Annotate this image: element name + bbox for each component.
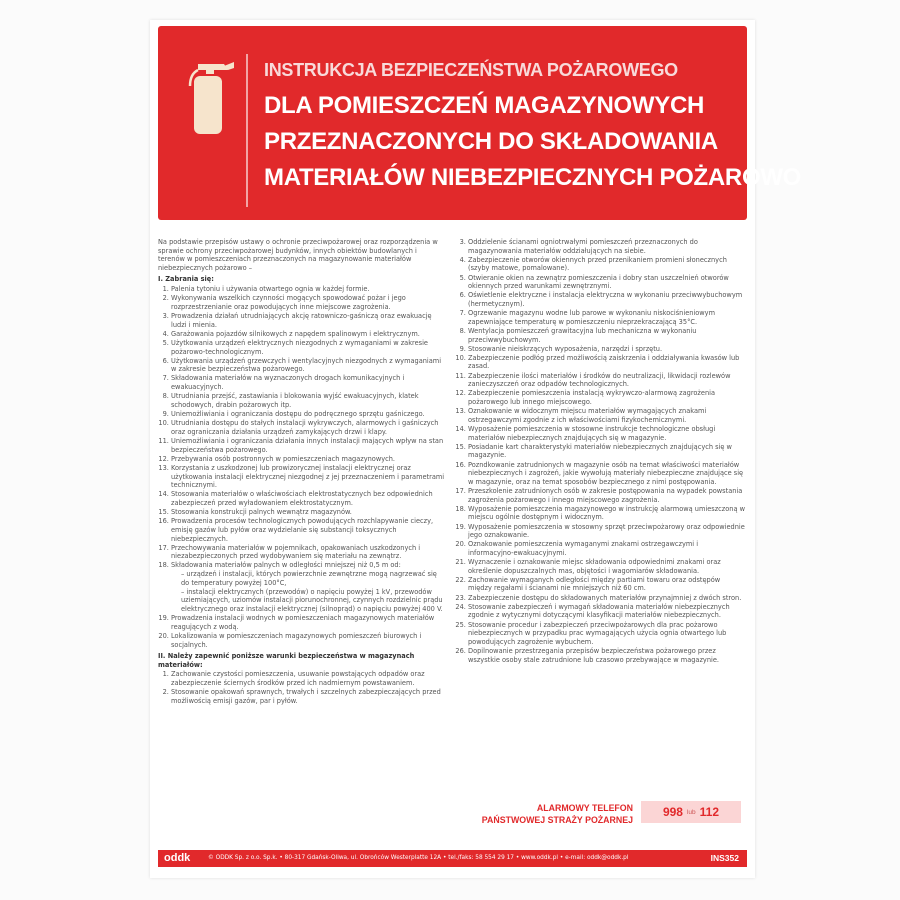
section-1-list xyxy=(158,285,445,649)
list-item: 12. Zabezpieczenie pomieszczenia instalacją wykrywczo-alarmową zagrożenia pożarowego lub innego miejscowego. xyxy=(468,389,745,406)
section-2-title: II. Należy zapewnić poniższe warunki bezpieczeństwa w magazynach materiałów: xyxy=(158,652,415,669)
list-item: 11. Zabezpieczenie ilości materiałów i środków do neutralizacji, likwidacji rozlewów zanieczyszczeń oraz odpadów technologicznych. xyxy=(468,372,745,389)
alarm-phone-numbers xyxy=(641,801,741,823)
phone-separator: lub xyxy=(686,808,696,816)
list-item: 19. Prowadzenia instalacji wodnych w pomieszczeniach magazynowych materiałów reagujących z wodą. xyxy=(171,614,445,631)
list-item: 16. Pozndkowanie zatrudnionych w magazynie osób na temat właściwości materiałów niebezpiecznych i zagrożeń, jakie wywołują materiały niebezpieczne znajdujące się w magazynie, oraz na temat sposobów bezpiecznego z nimi postępowania. xyxy=(468,461,745,487)
list-item: 12. Przebywania osób postronnych w pomieszczeniach magazynowych. xyxy=(171,455,445,464)
list-item: 7. Ogrzewanie magazynu wodne lub parowe w wykonaniu niskociśnieniowym zapewniające temperaturę w pomieszczeniu nieprzekraczającą 35°C. xyxy=(468,309,745,326)
alarm-phone-block xyxy=(455,797,745,831)
list-item: 14. Stosowania materiałów o właściwościach elektrostatycznych bez odpowiednich zabezpieczeń przed wyładowaniem elektrostatycznym. xyxy=(171,490,445,507)
list-item: 4. Zabezpieczenie otworów okiennych przed przenikaniem promieni słonecznych (szyby matowe, pomalowane). xyxy=(468,256,745,273)
list-item xyxy=(171,561,445,613)
list-item: 6. Użytkowania urządzeń grzewczych i wentylacyjnych niezgodnych z wymaganiami w zakresie bezpieczeństwa pożarowego. xyxy=(171,357,445,374)
fire-extinguisher-icon xyxy=(184,56,236,136)
list-item: 21. Wyznaczenie i oznakowanie miejsc składowania odpowiednimi znakami oraz określenie dopuszczalnych mas, objętości i wagomiarów składowania. xyxy=(468,558,745,575)
alarm-label-line-1: ALARMOWY TELEFON xyxy=(536,803,633,813)
title-line-1: INSTRUKCJA BEZPIECZEŃSTWA POŻAROWEGO xyxy=(264,60,678,80)
list-item: 7. Składowania materiałów na wyznaczonych drogach komunikacyjnych i ewakuacyjnych. xyxy=(171,374,445,391)
sub-list-item: – instalacji elektrycznych (przewodów) o napięciu powyżej 1 kV, przewodów uziemiających, uziomów instalacji piorunochronnej, czynnych rozdzielnic prądu elektrycznego oraz instalacji elektrycznej (silnoprąd) o napięciu powyżej 400 V. xyxy=(181,588,445,614)
document-code: INS352 xyxy=(710,853,739,863)
list-item: 3. Oddzielenie ścianami ogniotrwałymi pomieszczeń przeznaczonych do magazynowania materiałów oddziałujących na siebie. xyxy=(468,238,745,255)
list-item: 20. Oznakowanie pomieszczenia wymaganymi znakami ostrzegawczymi i informacyjno-ewakuacyjnymi. xyxy=(468,540,745,557)
title-banner xyxy=(158,26,802,220)
left-column xyxy=(158,238,445,706)
section-2-list-continued xyxy=(455,238,745,664)
sub-list-item: – urządzeń i instalacji, których powierzchnie zewnętrzne mogą nagrzewać się do temperatury powyżej 100°C, xyxy=(181,570,445,587)
title-line-2: DLA POMIESZCZEŃ MAGAZYNOWYCH xyxy=(264,92,705,119)
list-item: 17. Przechowywania materiałów w pojemnikach, opakowaniach uszkodzonych i niezabezpieczonych przed wydobywaniem się materiału na zewnątrz. xyxy=(171,544,445,561)
instruction-sheet xyxy=(150,20,802,878)
phone-number-112: 112 xyxy=(699,805,720,819)
list-item: 10. Zabezpieczenie podłóg przed możliwością zaiskrzenia i oddziaływania kwasów lub zasad. xyxy=(468,354,745,371)
list-item: 24. Stosowanie zabezpieczeń i wymagań składowania materiałów niebezpiecznych zgodnie z wytycznymi dotyczącymi klasyfikacji materiałów niebezpiecznych. xyxy=(468,603,745,620)
publisher-address: © ODDK Sp. z o.o. Sp.k. • 80-317 Gdańsk-Oliwa, ul. Obrońców Westerplatte 12A • tel./faks: 58 554 29 17 • www.oddk.pl • e-mail: oddk@oddk.pl xyxy=(208,855,629,861)
header-divider xyxy=(246,54,248,207)
list-item: 13. Korzystania z uszkodzonej lub prowizorycznej instalacji elektrycznej oraz użytkowania instalacji elektrycznej niezgodnej z jej przeznaczeniem i parametrami technicznymi. xyxy=(171,464,445,490)
list-item: 17. Przeszkolenie zatrudnionych osób w zakresie postępowania na wypadek powstania zagrożenia pożarowego i innego miejscowego zagrożenia. xyxy=(468,487,745,504)
list-item: 15. Stosowania konstrukcji palnych wewnątrz magazynów. xyxy=(171,508,445,517)
title-line-3: PRZEZNACZONYCH DO SKŁADOWANIA xyxy=(264,128,718,155)
list-item: 13. Oznakowanie w widocznym miejscu materiałów wymagających znakami ostrzegawczymi zgodnie z ich właściwościami fizykochemicznymi. xyxy=(468,407,745,424)
list-item: 2. Stosowanie opakowań sprawnych, trwałych i szczelnych zabezpieczających przed możliwością emisji gazów, par i pyłów. xyxy=(171,688,445,705)
title-line-4: MATERIAŁÓW NIEBEZPIECZNYCH POŻAROWO xyxy=(264,164,802,191)
right-column xyxy=(455,238,745,665)
alarm-phone-label xyxy=(455,802,633,826)
list-item: 2. Wykonywania wszelkich czynności mogących spowodować pożar i jego rozprzestrzenianie oraz powodujących inne miejscowe zagrożenia. xyxy=(171,294,445,311)
sub-list xyxy=(171,570,445,614)
list-item: 23. Zabezpieczenie dostępu do składowanych materiałów przynajmniej z dwóch stron. xyxy=(468,594,745,603)
list-item: 5. Otwieranie okien na zewnątrz pomieszczenia i dobry stan uszczelnień otworów okiennych przed warunkami zewnętrznymi. xyxy=(468,274,745,291)
intro-text: Na podstawie przepisów ustawy o ochronie przeciwpożarowej oraz rozporządzenia w sprawie ochrony przeciwpożarowej budynków, innych obiektów budowlanych i terenów w pomieszczeniach przeznaczonych na magazynowanie materiałów niebezpiecznych pożarowo – xyxy=(158,238,438,272)
section-2-list xyxy=(158,670,445,705)
list-item: 3. Prowadzenia działań utrudniających akcję ratowniczo-gaśniczą oraz ewakuację ludzi i mienia. xyxy=(171,312,445,329)
list-item: 19. Wyposażenie pomieszczenia w stosowny sprzęt przeciwpożarowy oraz odpowiednie jego oznakowanie. xyxy=(468,523,745,540)
list-item: 9. Uniemożliwiania i ograniczania dostępu do podręcznego sprzętu gaśniczego. xyxy=(171,410,445,419)
list-item: 26. Dopilnowanie przestrzegania przepisów bezpieczeństwa pożarowego przez wszystkie osoby stale zatrudnione lub czasowo przebywające w magazynie. xyxy=(468,647,745,664)
list-item: 9. Stosowanie nieiskrzących wyposażenia, narzędzi i sprzętu. xyxy=(468,345,745,354)
list-item: 6. Oświetlenie elektryczne i instalacja elektryczna w wykonaniu przeciwwybuchowym (hermetycznym). xyxy=(468,291,745,308)
footer-bar xyxy=(158,850,747,867)
list-item-text: Składowania materiałów palnych w odległości mniejszej niż 0,5 m od: xyxy=(171,561,401,570)
list-item: 22. Zachowanie wymaganych odległości między partiami towaru oraz odstępów między regałami i ścianami nie mniejszych niż 60 cm. xyxy=(468,576,745,593)
oddk-logo: oddk xyxy=(164,852,191,864)
list-item: 25. Stosowanie procedur i zabezpieczeń przeciwpożarowych dla prac pożarowo niebezpiecznych w przypadku prac wymagających użycia ognia otwartego lub powodujących zagrożenie wybuchem. xyxy=(468,621,745,647)
list-item: 20. Lokalizowania w pomieszczeniach magazynowych pomieszczeń biurowych i socjalnych. xyxy=(171,632,445,649)
section-1-title: I. Zabrania się: xyxy=(158,275,214,284)
list-item: 8. Wentylacja pomieszczeń grawitacyjna lub mechaniczna w wykonaniu przeciwwybuchowym. xyxy=(468,327,745,344)
list-item: 11. Uniemożliwiania i ograniczania działania innych instalacji mających wpływ na stan bezpieczeństwa pożarowego. xyxy=(171,437,445,454)
list-item: 4. Garażowania pojazdów silnikowych z napędem spalinowym i elektrycznym. xyxy=(171,330,445,339)
list-item: 15. Posiadanie kart charakterystyki materiałów niebezpiecznych znajdujących się w magazynie. xyxy=(468,443,745,460)
list-item: 1. Zachowanie czystości pomieszczenia, usuwanie powstających odpadów oraz zabezpieczenie ściernych środków przed ich nadmiernym powstawaniem. xyxy=(171,670,445,687)
list-item: 10. Utrudniania dostępu do stałych instalacji wykrywczych, alarmowych i gaśniczych oraz ograniczania działania urządzeń zamykających drzwi i klapy. xyxy=(171,419,445,436)
list-item: 5. Użytkowania urządzeń elektrycznych niezgodnych z wymaganiami w zakresie pożarowo-technologicznym. xyxy=(171,339,445,356)
list-item: 8. Utrudniania przejść, zastawiania i blokowania wyjść ewakuacyjnych, klatek schodowych, drabin pożarowych itp. xyxy=(171,392,445,409)
alarm-label-line-2: PAŃSTWOWEJ STRAŻY POŻARNEJ xyxy=(481,815,633,825)
phone-number-998: 998 xyxy=(662,805,683,819)
list-item: 18. Wyposażenie pomieszczenia magazynowego w instrukcję alarmową umieszczoną w miejscu ogólnie dostępnym i widocznym. xyxy=(468,505,745,522)
list-item: 16. Prowadzenia procesów technologicznych powodujących rozchlapywanie cieczy, emisję gazów lub pyłów oraz wydzielanie się substancji toksycznych niebezpiecznych. xyxy=(171,517,445,543)
list-item: 14. Wyposażenie pomieszczenia w stosowne instrukcje technologiczne obsługi materiałów niebezpiecznych znajdujących się w magazynie. xyxy=(468,425,745,442)
list-item: 1. Palenia tytoniu i używania otwartego ognia w każdej formie. xyxy=(171,285,445,294)
